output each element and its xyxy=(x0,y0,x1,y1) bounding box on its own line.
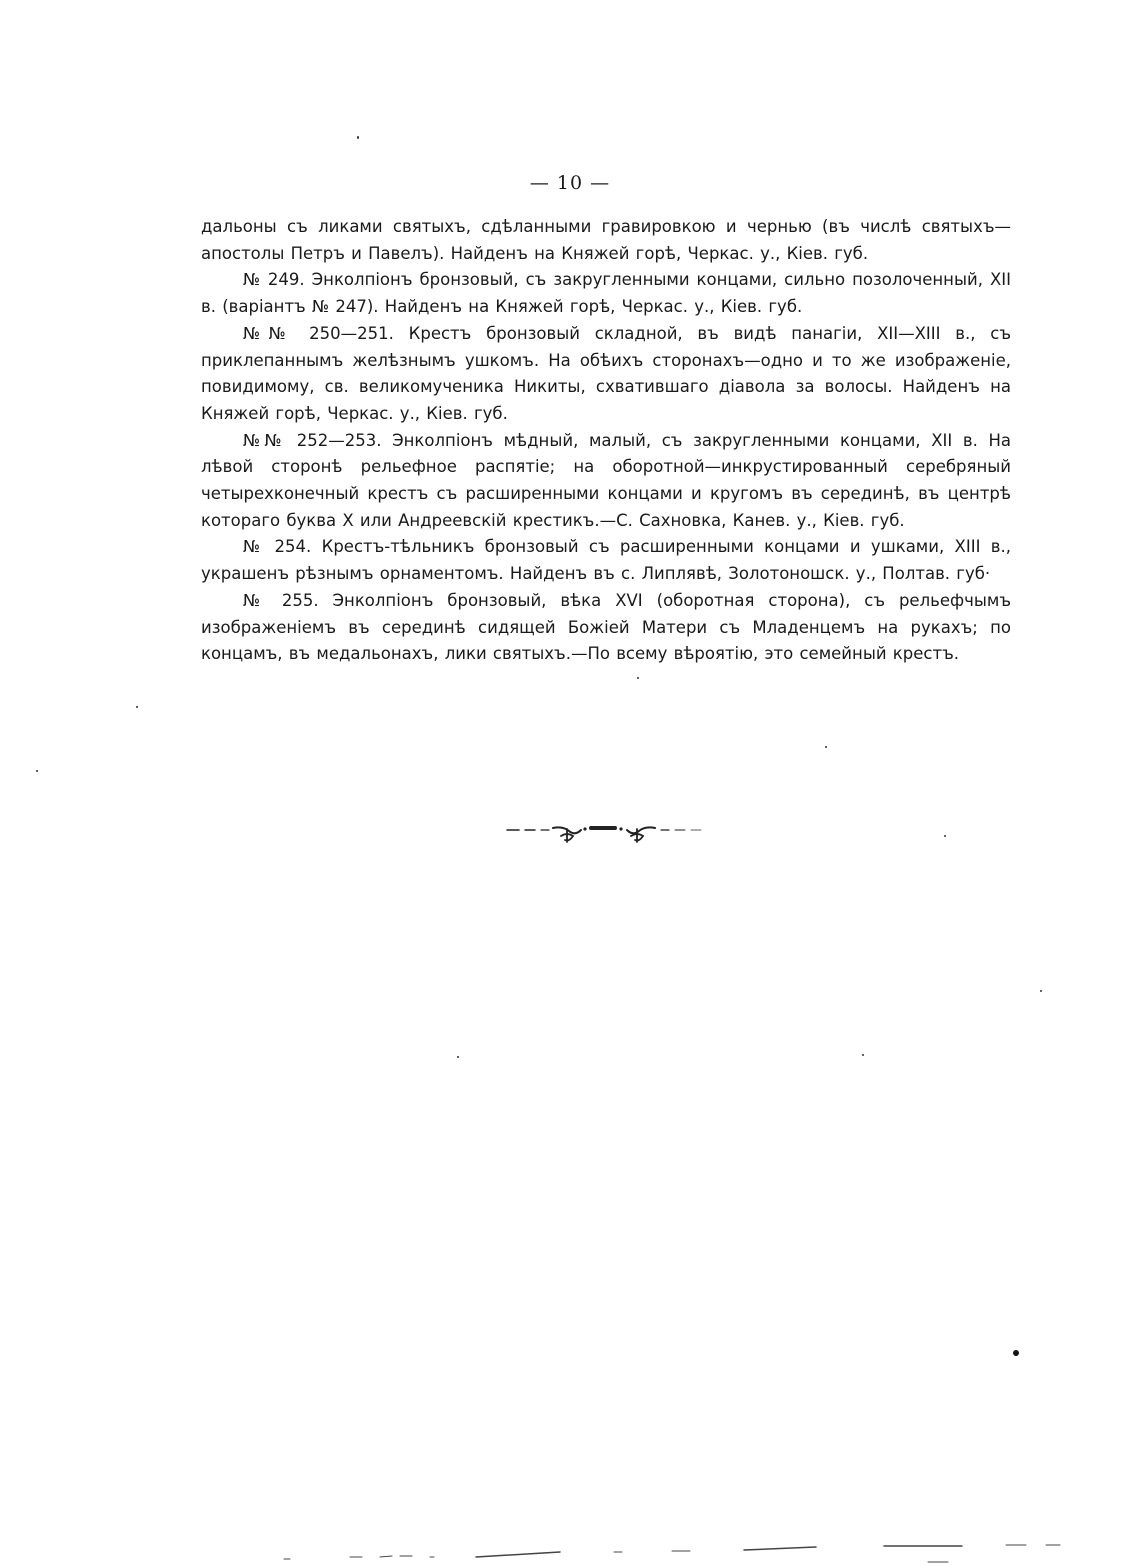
paragraph-249: № 249. Энколпіонъ бронзовый, съ закругленными концами, сильно позолоченный, XII в. (варіантъ № 247). Найденъ на Княжей горѣ, Черкас. у., Кіев. губ. xyxy=(201,270,1011,317)
scan-speck xyxy=(1040,990,1042,992)
scan-speck xyxy=(1013,1350,1019,1356)
body-text xyxy=(201,214,1011,668)
scan-speck xyxy=(357,136,359,139)
scan-speck xyxy=(637,677,639,679)
paragraph-252-253: №№ 252—253. Энколпіонъ мѣдный, малый, съ закругленными концами, XII в. На лѣвой сторонѣ рельефное распятіе; на оборотной—инкрустированный серебряный четырехконечный крестъ съ расширенными концами и кругомъ въ серединѣ, въ центрѣ котораго буква X или Андреевскій крестикъ.—С. Сахновка, Канев. у., Кіев. губ. xyxy=(201,430,1011,530)
paragraph-250-251: №№ 250—251. Крестъ бронзовый складной, въ видѣ панагіи, XII—XIII в., съ приклепаннымъ желѣзнымъ ушкомъ. На обѣихъ сторонахъ—одно и то же изображеніе, повидимому, св. великомученика Никиты, схватившаго діавола за волосы. Найденъ на Княжей горѣ, Черкас. у., Кіев. губ. xyxy=(201,323,1011,423)
page-number: — 10 — xyxy=(529,172,611,194)
ornament-divider xyxy=(505,818,705,848)
paragraph-254: № 254. Крестъ-тѣльникъ бронзовый съ расширенными концами и ушками, XIII в., украшенъ рѣзнымъ орнаментомъ. Найденъ въ с. Липлявѣ, Золотоношск. у., Полтав. губ· xyxy=(201,537,1011,584)
scan-speck xyxy=(862,1054,864,1056)
scan-speck xyxy=(36,770,38,772)
scan-speck xyxy=(457,1056,459,1058)
paragraph-255: № 255. Энколпіонъ бронзовый, вѣка XVI (оборотная сторона), съ рельефчымъ изображеніемъ въ серединѣ сидящей Божіей Матери съ Младенцемъ на рукахъ; по концамъ, въ медальонахъ, лики святыхъ.—По всему вѣроятію, это семейный крестъ. xyxy=(201,590,1011,664)
scan-speck xyxy=(825,746,827,748)
paragraph-continuation: дальоны съ ликами святыхъ, сдѣланными гравировкою и чернью (въ числѣ святыхъ— апостолы Петръ и Павелъ). Найденъ на Княжей горѣ, Черкас. у., Кіев. губ. xyxy=(201,217,1011,263)
scan-edge-marks xyxy=(0,1535,1140,1566)
scan-speck xyxy=(944,835,946,837)
scan-speck xyxy=(136,706,138,708)
